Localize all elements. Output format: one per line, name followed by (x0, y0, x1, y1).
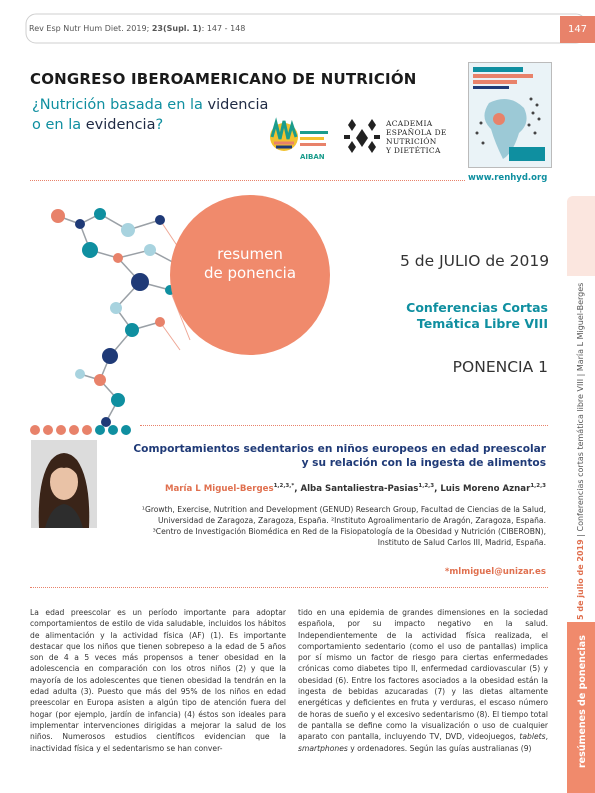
aiban-logo (266, 117, 330, 167)
ponencia-label: PONENCIA 1 (452, 358, 548, 376)
affiliations: ¹Growth, Exercise, Nutrition and Development (GENUD) Research Group, Facultad de Ciencias de la Salud, Universidad de Zaragoza, Zaragoza, España. ²Instituto Agroalimentario de Aragón, Zaragoza, España. ³Centro de Investigación Biomédica en Red de la Fisiopatología de la Obesidad y Nutrición (CIBEROBN), Instituto de Salud Carlos III, Madrid, España. (141, 505, 546, 547)
body-column-2: tido en una epidemia de grandes dimensiones en la sociedad española, por su impacto negativo en la salud. Independientemente de la actividad física realizada, el comportamiento sedentario (como el uso de pantallas) implica por sí mismo un factor de riesgo para ciertas enfermedades crónicas como diabetes tipo II, enfermedad cardiovascular (5) y obesidad (6). Entre los factores asociados a la obesidad están la ingesta de bebidas azucaradas (7) y las dietas altamente energéticas y deficientes en fruta y verduras, el escaso número de horas de sueño y el excesivo sedentarismo (8). El tiempo total de pantalla se define como la visualización o uso de cualquier aparato con pantalla, incluyendo TV, DVD, videojuegos, tablets, smartphones y ordenadores. Según las guías australianas (9) (298, 608, 548, 753)
author-portrait-image (31, 440, 97, 528)
conference-title: Conferencias Cortas Temática Libre VIII (406, 300, 548, 331)
side-tab-top (567, 196, 595, 276)
congress-title: CONGRESO IBEROAMERICANO DE NUTRICIÓN (30, 70, 417, 88)
congress-tagline: ¿Nutrición basada en la videncia o en la evidencia? (32, 97, 269, 133)
dotted-divider-3 (30, 587, 548, 588)
academia-logo (342, 117, 452, 163)
academia-emblem-icon (342, 117, 382, 159)
session-date: 5 de JULIO de 2019 (400, 252, 550, 270)
page-number: 147 (560, 16, 595, 43)
side-section-label: resúmenes de ponencias (577, 635, 588, 768)
journal-reference: Rev Esp Nutr Hum Diet. 2019; 23(Supl. 1): 147 - 148 (29, 24, 246, 33)
body-column-1: La edad preescolar es un período importante para adoptar comportamientos de estilo de vida saludable, incluidos los hábitos de alimentación y la actividad física (AF) (1). Es importante destacar que los niños que tienen sobrepeso a la edad de 5 años son de 4 a 5 veces más propensos a tener obesidad en la adolescencia en comparación con los otros niños (2) y que la mayoría de los adolescentes que tienen obesidad la tendrán en la edad adulta (3). Puesto que más del 95% de los niños en edad preescolar en Europa asisten a algún tipo de atención fuera del hogar (por ejemplo, jardín de infancia) (4) éstos son ideales para implementar intervenciones dirigidas a mejorar la salud de los niños. Numerosos estudios científicos evidencian que la inactividad física y el sedentarismo se han conver- (30, 608, 286, 753)
dotted-divider-2 (140, 425, 548, 426)
author-photo (31, 440, 97, 528)
resumen-label: resumen de ponencia (203, 245, 297, 282)
journal-cover-image (468, 62, 552, 168)
journal-url-link[interactable]: www.renhyd.org (468, 173, 548, 183)
aiban-text: AIBAN (300, 153, 325, 161)
article-title: Comportamientos sedentarios en niños europeos en edad preescolar y su relación con la ingesta de alimentos (133, 443, 546, 469)
academia-text: ACADEMIA ESPAÑOLA DE NUTRICIÓN Y DIETÉTICA (386, 119, 447, 155)
journal-cover-graphic (469, 63, 551, 167)
dotted-divider (30, 180, 465, 181)
author-list: María L Miguel-Berges$^{1,2,3,*}$, Alba Santaliestra-Pasias$^{1,2,3}$, Luis Moreno Aznar$^{1,2,3}$ (164, 483, 546, 494)
decorative-dots (30, 420, 134, 439)
contact-email[interactable]: *mlmiguel@unizar.es (444, 567, 546, 577)
side-running-header: 5 de julio de 2019 | Conferencias cortas temática libre VIII | María L Miguel-Berges (576, 282, 585, 620)
